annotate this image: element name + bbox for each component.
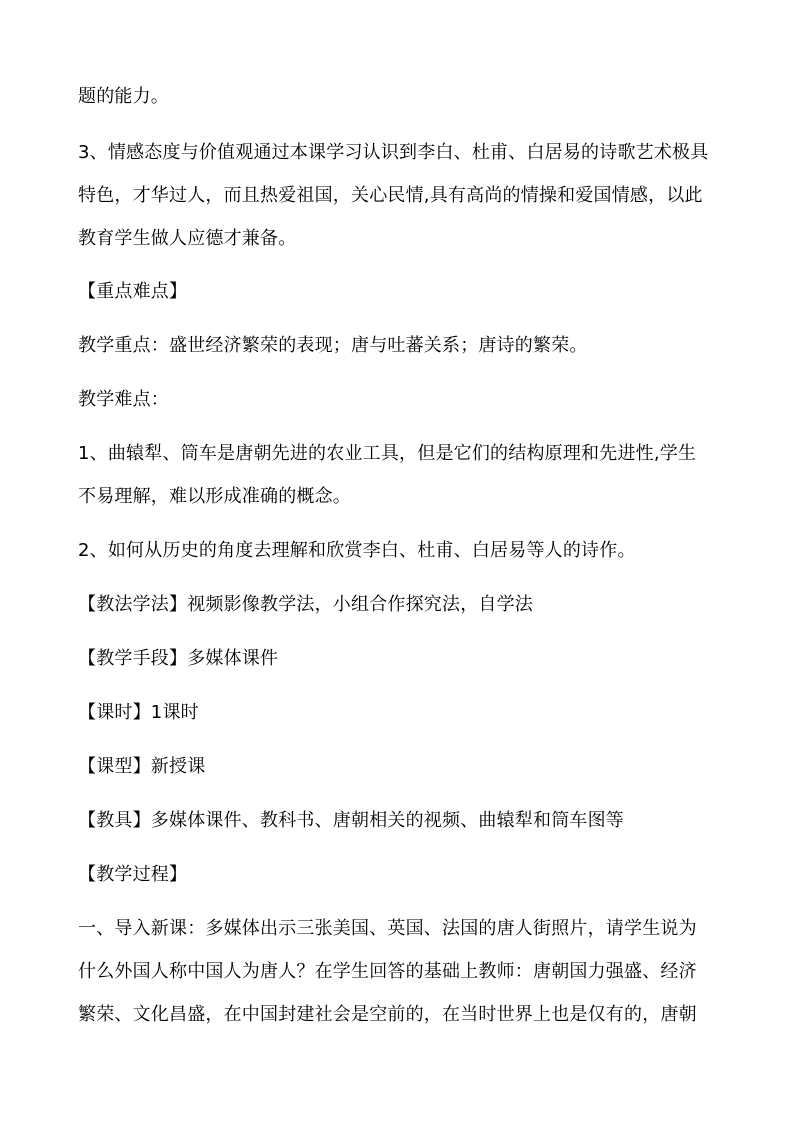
text-line: 2、如何从历史的角度去理解和欣赏李白、杜甫、白居易等人的诗作。	[78, 540, 636, 561]
text-line: 3、情感态度与价值观通过本课学习认识到李白、杜甫、白居易的诗歌艺术极具	[78, 142, 709, 163]
text-line: 特色，才华过人，而且热爱祖国，关心民情,具有高尚的情操和爱国情感，以此	[78, 185, 703, 206]
text-line: 教育学生做人应德才兼备。	[78, 228, 297, 249]
text-line: 什么外国人称中国人为唐人？在学生回答的基础上教师：唐朝国力强盛、经济	[78, 961, 697, 982]
section-heading: 【教法学法】视频影像教学法，小组合作探究法，自学法	[78, 594, 533, 615]
text-line: 繁荣、文化昌盛，在中国封建社会是空前的，在当时世界上也是仅有的，唐朝	[78, 1004, 697, 1025]
section-heading: 【课时】1课时	[78, 702, 199, 723]
text-line: 一、导入新课：多媒体出示三张美国、英国、法国的唐人街照片，请学生说为	[78, 918, 697, 939]
text-line: 题的能力。	[78, 86, 169, 107]
text-line: 1、曲辕犁、筒车是唐朝先进的农业工具，但是它们的结构原理和先进性,学生	[78, 443, 697, 464]
section-heading: 【重点难点】	[78, 281, 188, 302]
section-heading: 【教学过程】	[78, 864, 188, 885]
section-heading: 【课型】新授课	[78, 756, 206, 777]
section-heading: 【教具】多媒体课件、教科书、唐朝相关的视频、曲辕犁和筒车图等	[78, 810, 624, 831]
section-heading: 【教学手段】多媒体课件	[78, 648, 279, 669]
text-line: 教学难点：	[78, 389, 169, 410]
text-line: 不易理解，难以形成准确的概念。	[78, 486, 351, 507]
text-line: 教学重点：盛世经济繁荣的表现；唐与吐蕃关系；唐诗的繁荣。	[78, 335, 588, 356]
